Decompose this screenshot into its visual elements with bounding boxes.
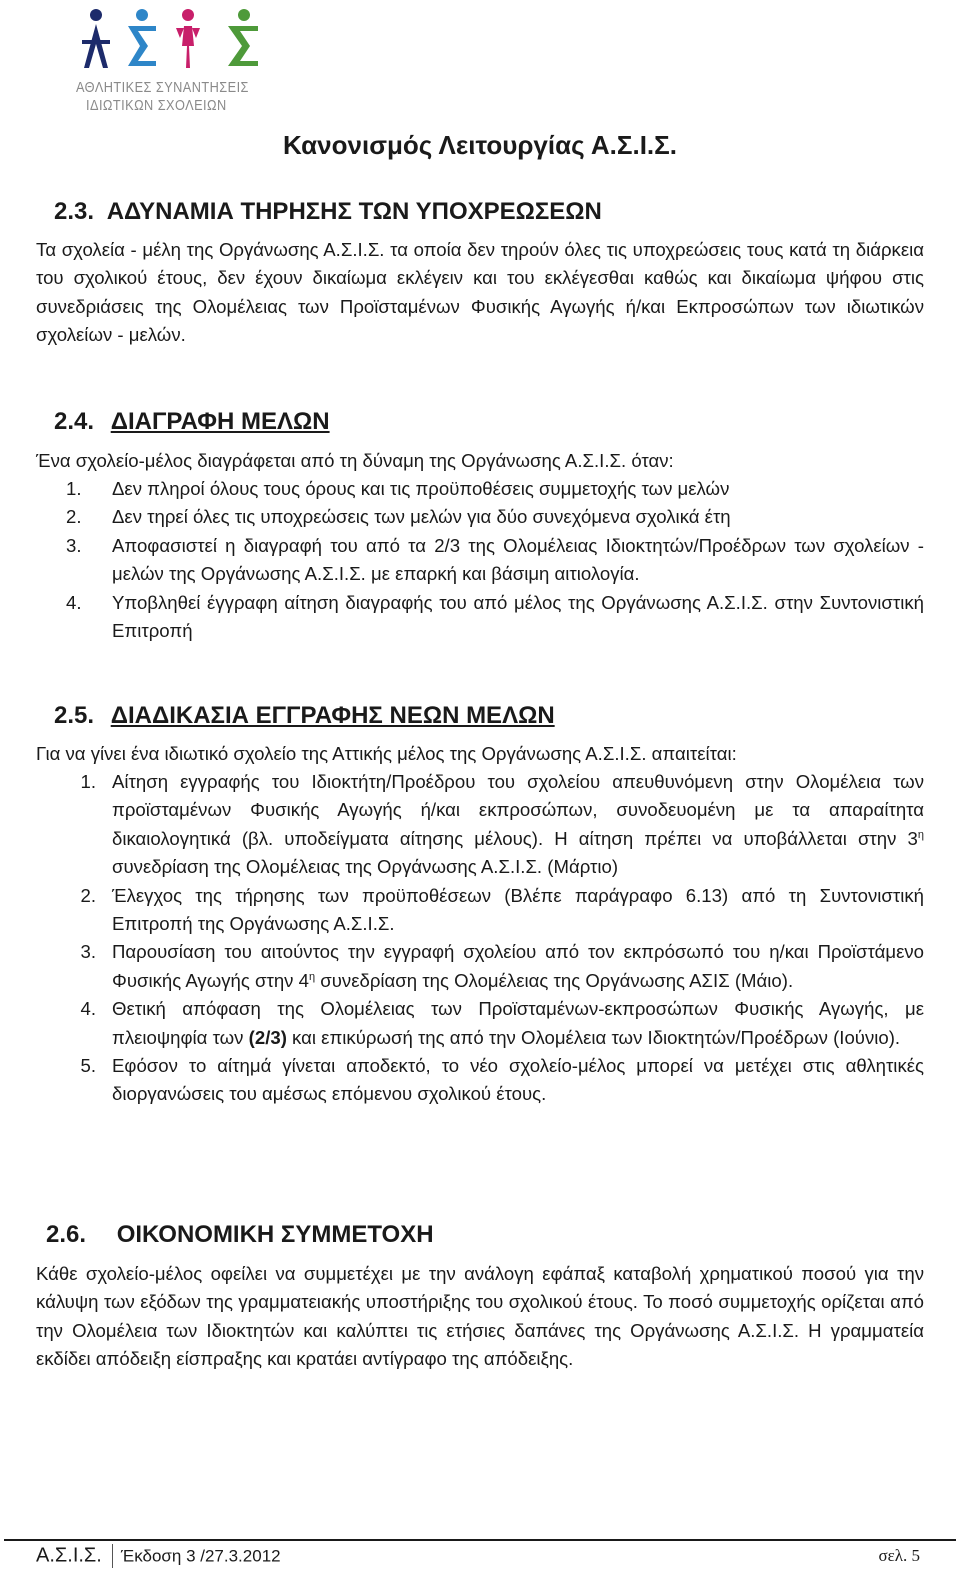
list-item-text: Έλεγχος της τήρησης των προϋποθέσεων (Βλέπε παράγραφο 6.13) από τη Συντονιστική Επιτροπή της Οργάνωσης Α.Σ.Ι.Σ.	[112, 884, 924, 935]
section-title: ΔΙΑΓΡΑΦΗ ΜΕΛΩΝ	[110, 408, 330, 435]
list-item	[36, 1052, 924, 1109]
section-number: 2.5.	[54, 702, 95, 729]
list-item-text-b: συνεδρίαση της Ολομέλειας της Οργάνωσης Α.Σ.Ι.Σ. (Μάρτιο)	[112, 856, 619, 878]
list-item-text: Υποβληθεί έγγραφη αίτηση διαγραφής του από μέλος της Οργάνωσης Α.Σ.Ι.Σ. στην Συντονιστική Επιτροπή	[112, 591, 924, 642]
list-item-text-b: και επικύρωσή της από την Ολομέλεια των Ιδιοκτητών/Προέδρων (Ιούνιο).	[286, 1026, 901, 1048]
superscript: η	[917, 828, 924, 841]
superscript: η	[308, 970, 316, 983]
list-item-text: Αποφασιστεί η διαγραφή του από τα 2/3 της Ολομέλειας Ιδιοκτητών/Προέδρων των σχολείων - μελών της Οργάνωσης Α.Σ.Ι.Σ. με επαρκή και βάσιμη αιτιολογία.	[112, 534, 924, 585]
section-number: 2.6.	[46, 1221, 87, 1248]
list-item-text: Εφόσον το αίτημά γίνεται αποδεκτό, το νέο σχολείο-μέλος μπορεί να μετέχει στις αθλητικές διοργανώσεις του αμέσως επόμενου σχολικού έτους.	[112, 1055, 924, 1105]
list-item-bold: (2/3)	[248, 1026, 287, 1048]
list-item	[36, 589, 924, 646]
section-2-5-list	[36, 768, 924, 1109]
list-item	[36, 938, 924, 995]
footer-org: Α.Σ.Ι.Σ.	[36, 1544, 102, 1567]
section-heading-2-6	[46, 1221, 434, 1249]
section-2-5-intro: Για να γίνει ένα ιδιωτικό σχολείο της Αττικής μέλος της Οργάνωσης Α.Σ.Ι.Σ. απαιτείται:	[36, 743, 737, 764]
section-2-4-intro: Ένα σχολείο-μέλος διαγράφεται από τη δύναμη της Οργάνωσης Α.Σ.Ι.Σ. όταν:	[36, 450, 674, 471]
list-item-text-a: Θετική απόφαση της Ολομέλειας των Προϊσταμένων-εκπροσώπων Φυσικής Αγωγής, με πλειοψηφία των	[112, 998, 924, 1048]
list-item	[36, 768, 924, 882]
logo	[76, 6, 266, 116]
footer-separator	[112, 1544, 113, 1568]
list-item-number: 2.	[80, 884, 96, 906]
list-item	[36, 503, 924, 531]
section-heading-2-5	[54, 702, 555, 730]
list-item-number: 3.	[66, 534, 82, 556]
list-item-number: 2.	[66, 506, 82, 528]
section-2-4-list	[36, 475, 924, 645]
page-title: Κανονισμός Λειτουργίας Α.Σ.Ι.Σ.	[283, 130, 677, 160]
footer	[36, 1544, 281, 1574]
list-item-number: 5.	[80, 1055, 96, 1077]
list-item-text-a: Αίτηση εγγραφής του Ιδιοκτήτη/Προέδρου του σχολείου απευθυνόμενη στην Ολομέλεια των προϊσταμένων Φυσικής Αγωγής ή/και εκπροσώπων, συνοδευομένη με τα απαραίτητα δικαιολογητικά (βλ. υποδείγματα αίτησης μέλους). Η αίτηση πρέπει να υποβάλλεται στην 3	[112, 771, 924, 849]
section-title: ΟΙΚΟΝΟΜΙΚΗ ΣΥΜΜΕΤΟΧΗ	[116, 1221, 434, 1248]
logo-text-line-1: ΑΘΛΗΤΙΚΕΣ ΣΥΝΑΝΤΗΣΕΙΣ	[76, 80, 249, 96]
footer-edition: Έκδοση 3 /27.3.2012	[120, 1546, 281, 1566]
list-item	[36, 882, 924, 939]
section-number: 2.4.	[54, 408, 95, 435]
list-item	[36, 532, 924, 589]
page-number: σελ. 5	[878, 1546, 920, 1565]
list-item-number: 1.	[66, 478, 82, 499]
logo-figures-icon	[76, 6, 266, 72]
footer-divider	[4, 1539, 956, 1541]
section-heading-2-3	[54, 198, 602, 226]
list-item-number: 4.	[80, 998, 96, 1020]
list-item	[36, 475, 924, 503]
list-item-text-b: συνεδρίαση της Ολομέλειας της Οργάνωσης ΑΣΙΣ (Μάιο).	[315, 969, 794, 991]
list-item-number: 3.	[80, 941, 96, 963]
list-item-number: 4.	[66, 591, 82, 613]
section-2-6-paragraph: Κάθε σχολείο-μέλος οφείλει να συμμετέχει με την ανάλογη εφάπαξ καταβολή χρηματικού ποσού για την κάλυψη των εξόδων της γραμματειακής υποστήριξης του σχολικού έτους. Το ποσό συμμετοχής ορίζεται από την Ολομέλεια των Ιδιοκτητών και καλύπτει τις ετήσιες δαπάνες της Οργάνωσης Α.Σ.Ι.Σ. Η γραμματεία εκδίδει απόδειξη είσπραξης και κρατάει αντίγραφο της απόδειξης.	[36, 1263, 924, 1370]
section-number: 2.3.	[54, 198, 95, 225]
list-item	[36, 995, 924, 1052]
section-heading-2-4	[54, 408, 330, 436]
logo-text-line-2: ΙΔΙΩΤΙΚΩΝ ΣΧΟΛΕΙΩΝ	[86, 98, 227, 114]
section-title: ΔΙΑΔΙΚΑΣΙΑ ΕΓΓΡΑΦΗΣ ΝΕΩΝ ΜΕΛΩΝ	[110, 702, 555, 729]
section-2-3-paragraph: Τα σχολεία - μέλη της Οργάνωσης Α.Σ.Ι.Σ. τα οποία δεν τηρούν όλες τις υποχρεώσεις τους κατά τη διάρκεια του σχολικού έτους, δεν έχουν δικαίωμα εκλέγειν και του εκλέγεσθαι καθώς και δικαίωμα ψήφου στις συνεδριάσεις της Ολομέλειας των Προϊσταμένων Φυσικής Αγωγής ή/και Εκπροσώπων των ιδιωτικών σχολείων - μελών.	[36, 239, 924, 346]
list-item-text: Δεν πληροί όλους τους όρους και τις προϋποθέσεις συμμετοχής των μελών	[112, 478, 730, 499]
list-item-number: 1.	[80, 771, 96, 792]
list-item-text: Δεν τηρεί όλες τις υποχρεώσεις των μελών για δύο συνεχόμενα σχολικά έτη	[112, 506, 731, 528]
list-item-text-a: Παρουσίαση του αιτούντος την εγγραφή σχολείου από τον εκπρόσωπό του η/και Προϊστάμενο Φυσικής Αγωγής στην 4	[112, 941, 924, 991]
section-title: ΑΔΥΝΑΜΙΑ ΤΗΡΗΣΗΣ ΤΩΝ ΥΠΟΧΡΕΩΣΕΩΝ	[106, 198, 602, 225]
